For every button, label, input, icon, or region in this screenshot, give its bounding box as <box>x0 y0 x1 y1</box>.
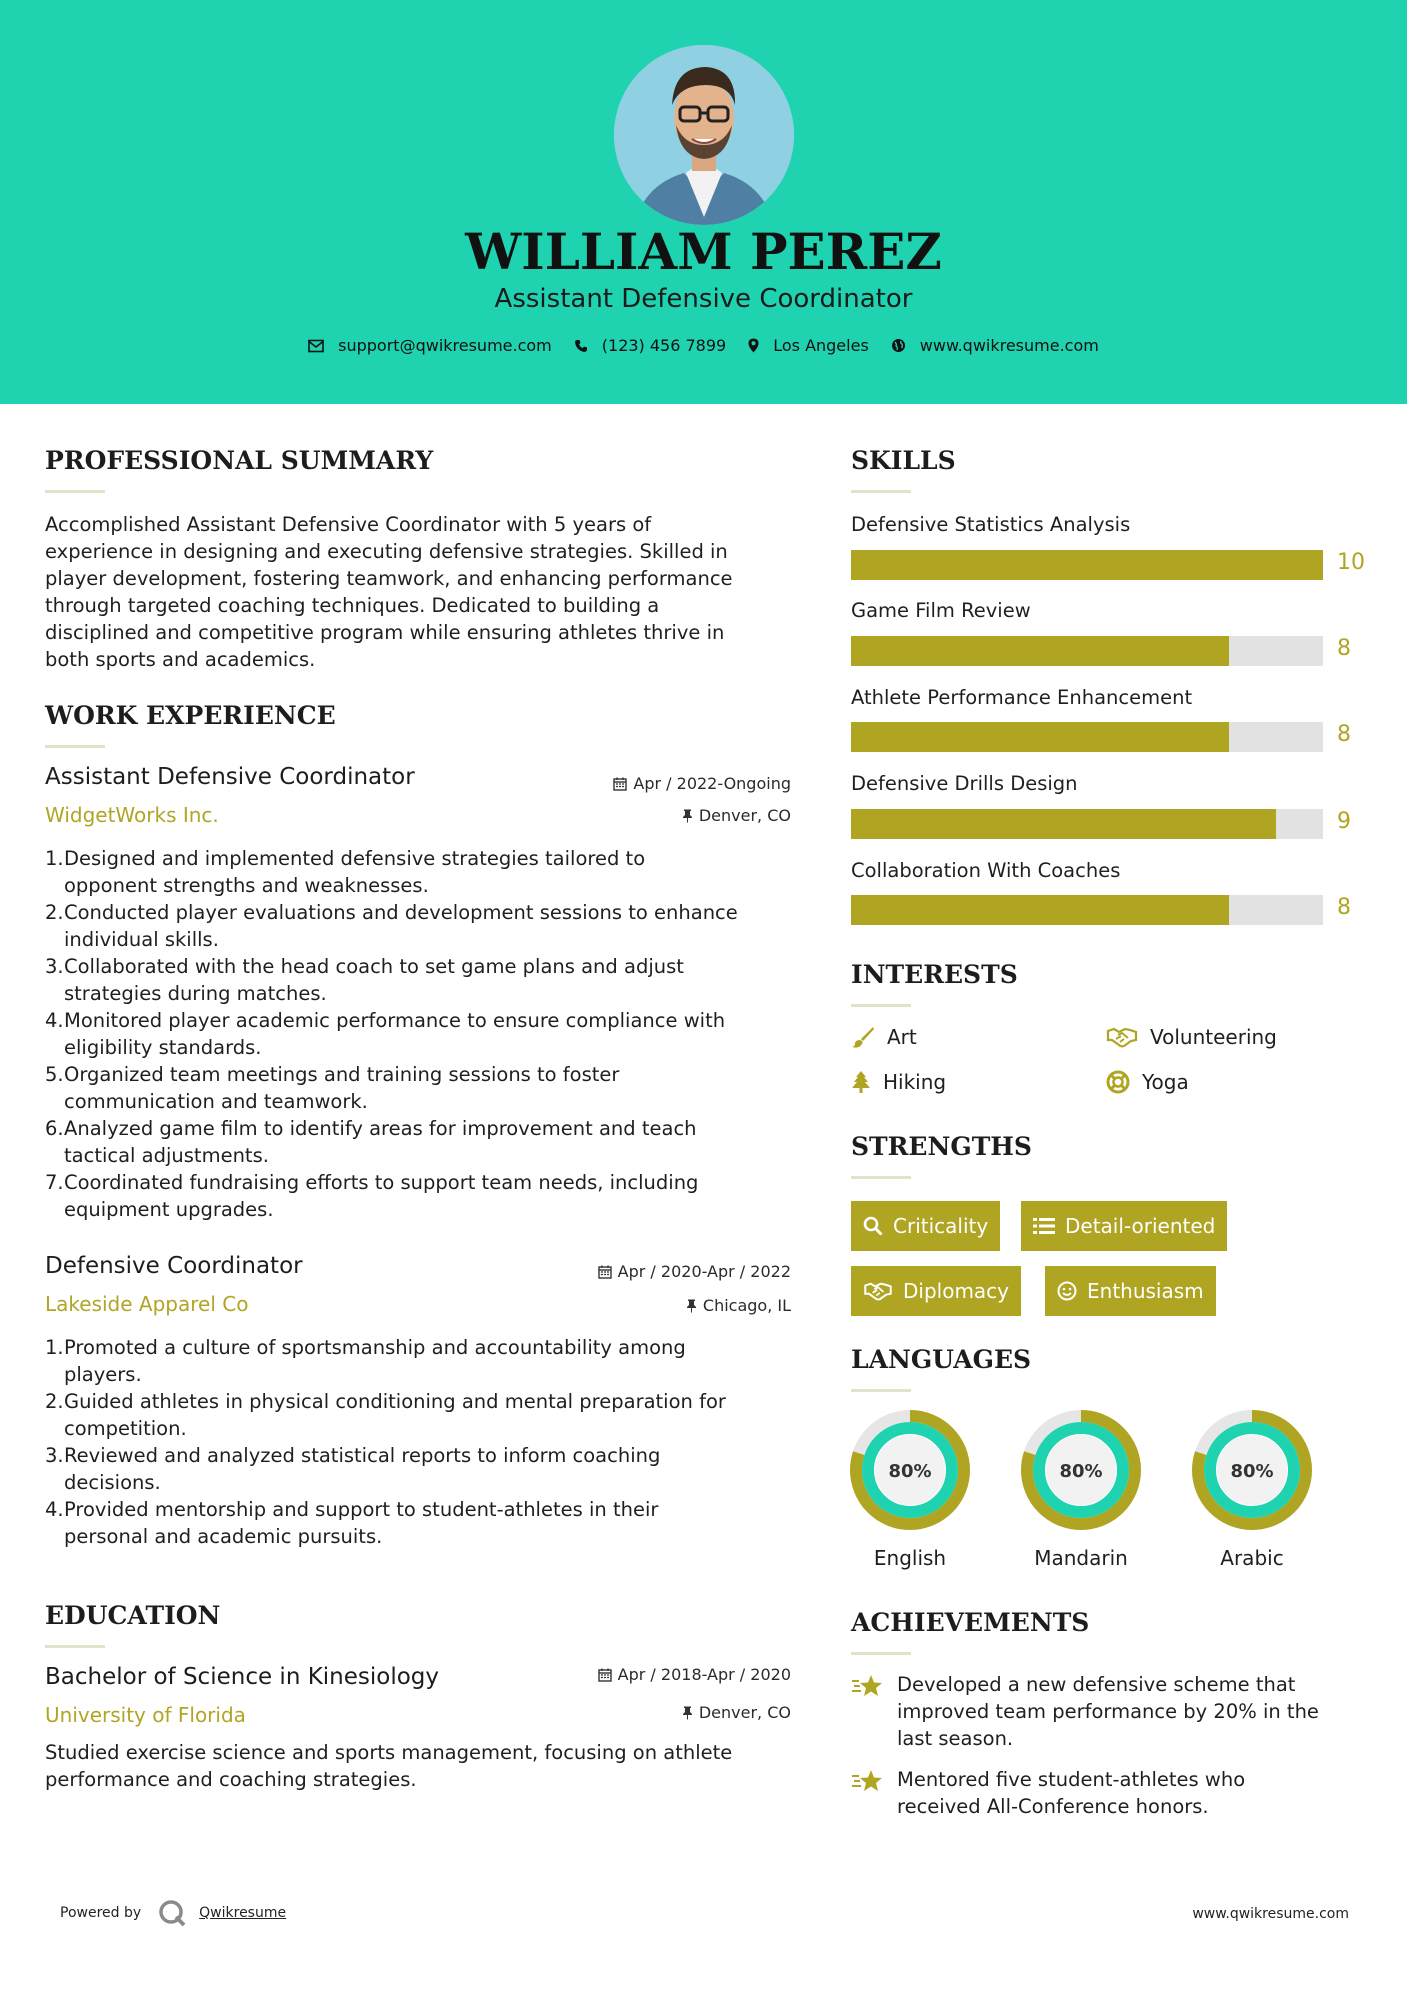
job-title: Assistant Defensive Coordinator <box>45 764 415 790</box>
contact-location <box>748 336 869 355</box>
education-heading-rule <box>45 1645 105 1648</box>
strength-tag <box>1045 1266 1216 1316</box>
skill-value: 9 <box>1337 809 1351 834</box>
interest-item <box>851 1070 946 1094</box>
skill-bar <box>851 809 1323 839</box>
language-item <box>848 1408 972 1570</box>
website-text: www.qwikresume.com <box>919 336 1099 355</box>
job-duties-list <box>45 845 795 1223</box>
job-title: Defensive Coordinator <box>45 1253 303 1279</box>
language-label: Arabic <box>1220 1546 1284 1570</box>
achievement-text: Mentored five student-athletes who received All-Conference honors. <box>897 1768 1246 1818</box>
skill-label: Game Film Review <box>851 599 1031 622</box>
search-icon <box>863 1216 883 1236</box>
strength-label: Detail-oriented <box>1065 1214 1216 1238</box>
list-item: 7. Coordinated fundraising efforts to support team needs, including equipment upgrades. <box>45 1171 699 1221</box>
education-location-text: Denver, CO <box>698 1703 791 1722</box>
skill-label: Defensive Drills Design <box>851 772 1078 795</box>
achievement-item <box>851 1671 1319 1752</box>
summary-line: player development, fostering teamwork, and enhancing performance <box>45 567 733 590</box>
handshake-icon <box>1106 1026 1138 1048</box>
job-location <box>682 806 791 825</box>
language-item <box>1019 1408 1143 1570</box>
strengths-heading-rule <box>851 1176 911 1179</box>
job-dates-text: Apr / 2020-Apr / 2022 <box>617 1262 791 1281</box>
profile-photo <box>614 45 794 225</box>
experience-heading-rule <box>45 745 105 748</box>
language-percent: 80% <box>1059 1461 1103 1482</box>
skill-label: Collaboration With Coaches <box>851 859 1121 882</box>
education-description <box>45 1739 790 1793</box>
interest-item <box>1106 1025 1277 1049</box>
interest-label: Volunteering <box>1150 1025 1277 1049</box>
summary-text <box>45 511 790 673</box>
list-item: 6. Analyzed game film to identify areas for improvement and teach tactical adjustments. <box>45 1117 697 1167</box>
interests-heading: INTERESTS <box>851 960 1018 989</box>
strength-label: Diplomacy <box>903 1279 1010 1303</box>
language-ring <box>1190 1408 1314 1532</box>
skill-bar-fill <box>851 895 1229 925</box>
skill-bar-fill <box>851 722 1229 752</box>
degree-title: Bachelor of Science in Kinesiology <box>45 1664 440 1690</box>
interest-item <box>1106 1070 1189 1094</box>
experience-heading: WORK EXPERIENCE <box>45 701 336 730</box>
calendar-icon <box>613 777 627 791</box>
education-dates <box>598 1665 791 1684</box>
skill-value: 8 <box>1337 895 1351 920</box>
handshake-icon <box>863 1281 893 1301</box>
calendar-icon <box>598 1265 612 1279</box>
job-dates <box>598 1262 791 1281</box>
candidate-name: WILLIAM PEREZ <box>465 222 942 281</box>
strengths-heading: STRENGTHS <box>851 1132 1032 1161</box>
job-dates-text: Apr / 2022-Ongoing <box>633 774 791 793</box>
email-text: support@qwikresume.com <box>338 336 552 355</box>
skill-value: 10 <box>1337 550 1365 575</box>
smile-icon <box>1057 1281 1077 1301</box>
tree-icon <box>851 1070 871 1094</box>
interest-item <box>851 1025 917 1049</box>
language-percent: 80% <box>888 1461 932 1482</box>
qwikresume-logo-icon <box>157 1898 187 1928</box>
language-item <box>1190 1408 1314 1570</box>
resume-header <box>0 0 1407 404</box>
star-icon <box>851 1673 885 1699</box>
map-pin-icon <box>748 338 759 353</box>
calendar-icon <box>598 1668 612 1682</box>
list-item: 2. Guided athletes in physical conditioning and mental preparation for competition. <box>45 1390 726 1440</box>
skill-bar <box>851 722 1323 752</box>
candidate-role: Assistant Defensive Coordinator <box>494 284 913 314</box>
pushpin-icon <box>686 1299 697 1313</box>
footer-website[interactable]: www.qwikresume.com <box>1192 1906 1349 1922</box>
list-item: 4. Monitored player academic performance to ensure compliance with eligibility standards. <box>45 1009 726 1059</box>
summary-heading-rule <box>45 490 105 493</box>
strength-label: Criticality <box>893 1214 989 1238</box>
list-item: 1. Designed and implemented defensive strategies tailored to opponent strengths and weaknesses. <box>45 847 646 897</box>
list-item: 5. Organized team meetings and training sessions to foster communication and teamwork. <box>45 1063 620 1113</box>
achievements-heading: ACHIEVEMENTS <box>851 1608 1090 1637</box>
education-location <box>682 1703 791 1722</box>
strength-tag <box>1021 1201 1227 1251</box>
lifebuoy-icon <box>1106 1070 1130 1094</box>
education-heading: EDUCATION <box>45 1601 221 1630</box>
skill-value: 8 <box>1337 722 1351 747</box>
strength-tag <box>851 1266 1021 1316</box>
globe-icon <box>891 338 906 353</box>
skill-bar-fill <box>851 636 1229 666</box>
achievement-item <box>851 1766 1245 1820</box>
phone-text: (123) 456 7899 <box>601 336 727 355</box>
summary-line: both sports and academics. <box>45 648 316 671</box>
job-location <box>686 1296 791 1315</box>
skill-label: Defensive Statistics Analysis <box>851 513 1131 536</box>
skills-heading: SKILLS <box>851 446 956 475</box>
star-icon <box>851 1768 885 1794</box>
skill-bar-fill <box>851 550 1323 580</box>
location-text: Los Angeles <box>773 336 869 355</box>
interests-heading-rule <box>851 1004 911 1007</box>
paintbrush-icon <box>851 1025 875 1049</box>
envelope-icon <box>308 339 324 353</box>
list-item: 3. Collaborated with the head coach to set game plans and adjust strategies during matches. <box>45 955 684 1005</box>
list-item: 3. Reviewed and analyzed statistical reports to inform coaching decisions. <box>45 1444 661 1494</box>
language-label: Mandarin <box>1034 1546 1128 1570</box>
strength-tag <box>851 1201 1000 1251</box>
summary-line: experience in designing and executing defensive strategies. Skilled in <box>45 540 728 563</box>
pushpin-icon <box>682 809 693 823</box>
skill-bar <box>851 895 1323 925</box>
powered-by <box>60 1898 286 1928</box>
education-dates-text: Apr / 2018-Apr / 2020 <box>617 1665 791 1684</box>
job-location-text: Denver, CO <box>698 806 791 825</box>
qwikresume-link[interactable]: Qwikresume <box>199 1905 287 1921</box>
summary-heading: PROFESSIONAL SUMMARY <box>45 446 434 475</box>
job-duties-list <box>45 1334 795 1550</box>
contact-email[interactable] <box>308 336 552 355</box>
skill-bar-fill <box>851 809 1276 839</box>
education-line: performance and coaching strategies. <box>45 1768 417 1791</box>
company-name: Lakeside Apparel Co <box>45 1292 249 1316</box>
strength-label: Enthusiasm <box>1087 1279 1204 1303</box>
skill-value: 8 <box>1337 636 1351 661</box>
list-item: 2. Conducted player evaluations and development sessions to enhance individual skills. <box>45 901 738 951</box>
company-name: WidgetWorks Inc. <box>45 803 219 827</box>
interest-label: Yoga <box>1142 1070 1189 1094</box>
education-line: Studied exercise science and sports management, focusing on athlete <box>45 1741 733 1764</box>
language-ring <box>848 1408 972 1532</box>
pushpin-icon <box>682 1706 693 1720</box>
contact-website[interactable] <box>891 336 1099 355</box>
job-dates <box>613 774 791 793</box>
achievements-heading-rule <box>851 1652 911 1655</box>
summary-line: Accomplished Assistant Defensive Coordinator with 5 years of <box>45 513 652 536</box>
list-icon <box>1033 1217 1055 1235</box>
powered-by-label: Powered by <box>60 1905 142 1921</box>
contact-bar <box>0 336 1407 355</box>
interest-label: Art <box>887 1025 917 1049</box>
language-label: English <box>873 1546 947 1570</box>
contact-phone[interactable] <box>574 336 726 355</box>
list-item: 4. Provided mentorship and support to student-athletes in their personal and academic pursuits. <box>45 1498 659 1548</box>
skill-label: Athlete Performance Enhancement <box>851 686 1193 709</box>
job-location-text: Chicago, IL <box>702 1296 791 1315</box>
interest-label: Hiking <box>883 1070 947 1094</box>
school-name: University of Florida <box>45 1703 246 1727</box>
summary-line: disciplined and competitive program while ensuring athletes thrive in <box>45 621 725 644</box>
skill-bar <box>851 550 1323 580</box>
achievement-text: Developed a new defensive scheme that improved team performance by 20% in the last season. <box>897 1673 1319 1750</box>
languages-heading-rule <box>851 1389 911 1392</box>
skill-bar <box>851 636 1323 666</box>
phone-icon <box>574 339 588 353</box>
list-item: 1. Promoted a culture of sportsmanship and accountability among players. <box>45 1336 686 1386</box>
skills-heading-rule <box>851 490 911 493</box>
languages-heading: LANGUAGES <box>851 1345 1032 1374</box>
language-percent: 80% <box>1230 1461 1274 1482</box>
summary-line: through targeted coaching techniques. Dedicated to building a <box>45 594 660 617</box>
language-ring <box>1019 1408 1143 1532</box>
